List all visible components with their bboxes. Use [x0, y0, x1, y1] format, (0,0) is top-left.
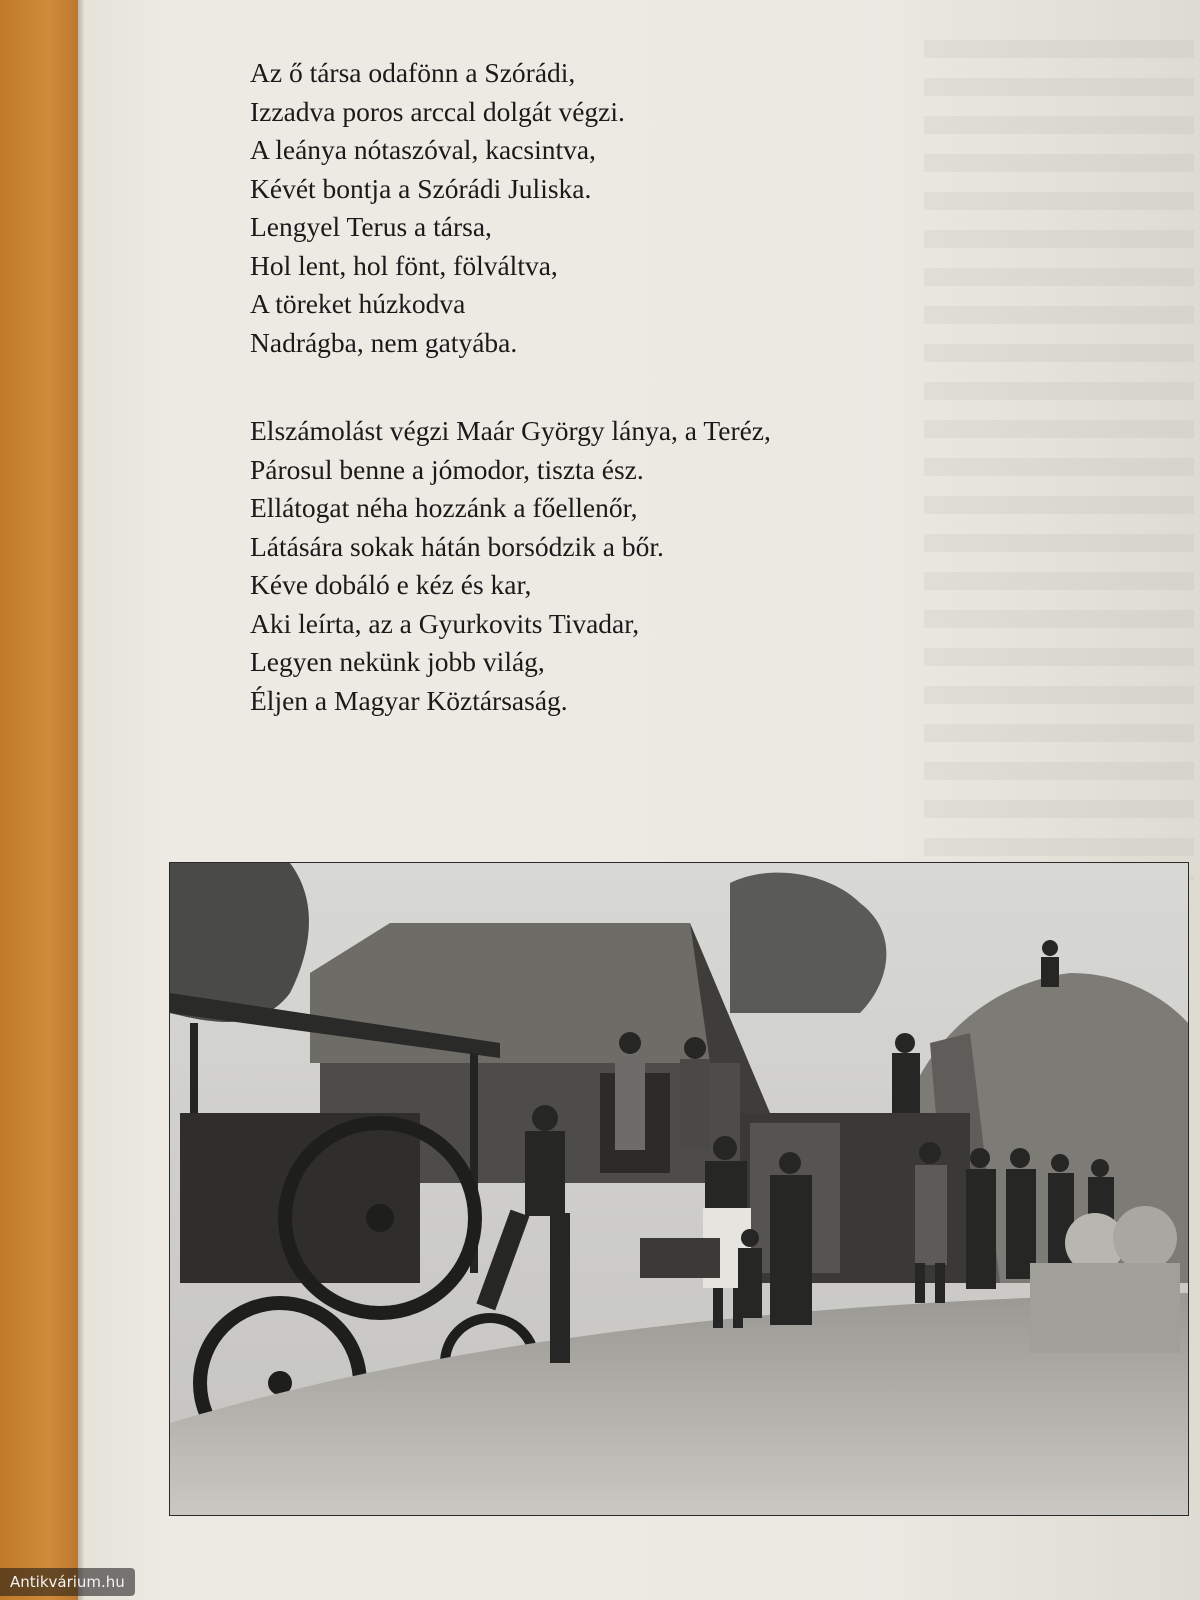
watermark-logo: Antikvárium.hu	[0, 1568, 135, 1596]
poem-line: Az ő társa odafönn a Szórádi,	[250, 57, 576, 88]
poem-line: Legyen nekünk jobb világ,	[250, 646, 545, 677]
poem-line: Lengyel Terus a társa,	[250, 211, 492, 242]
poem-line: Izzadva poros arccal dolgát végzi.	[250, 95, 625, 127]
poem-line: Aki leírta, az a Gyurkovits Tivadar,	[250, 607, 640, 639]
poem-line: Kéve dobáló e kéz és kar,	[250, 569, 532, 600]
poem-line: Éljen a Magyar Köztársaság.	[250, 684, 568, 716]
poem-line: Párosul benne a jómodor, tiszta ész.	[250, 453, 644, 485]
poem-line: Hol lent, hol fönt, fölváltva,	[250, 249, 558, 281]
poem-line: Kévét bontja a Szórádi Juliska.	[250, 172, 592, 204]
threshing-scene-photo	[170, 863, 1188, 1515]
photo-illustration	[170, 863, 1188, 1515]
poem-line: A töreket húzkodva	[250, 288, 466, 319]
book-page	[84, 0, 1200, 1600]
poem-stanza-2	[250, 412, 1010, 720]
poem-line: Látására sokak hátán borsódzik a bőr.	[250, 530, 664, 562]
poem-line: Elszámolást végzi Maár György lánya, a Teréz,	[250, 415, 771, 446]
book-cover-edge	[0, 0, 82, 1600]
poem-line: Nadrágba, nem gatyába.	[250, 326, 518, 358]
poem-line: A leánya nótaszóval, kacsintva,	[250, 134, 596, 165]
thatched-roof	[310, 923, 730, 1063]
poem-stanza-1	[250, 54, 1010, 362]
poem-line: Ellátogat néha hozzánk a főellenőr,	[250, 492, 638, 523]
